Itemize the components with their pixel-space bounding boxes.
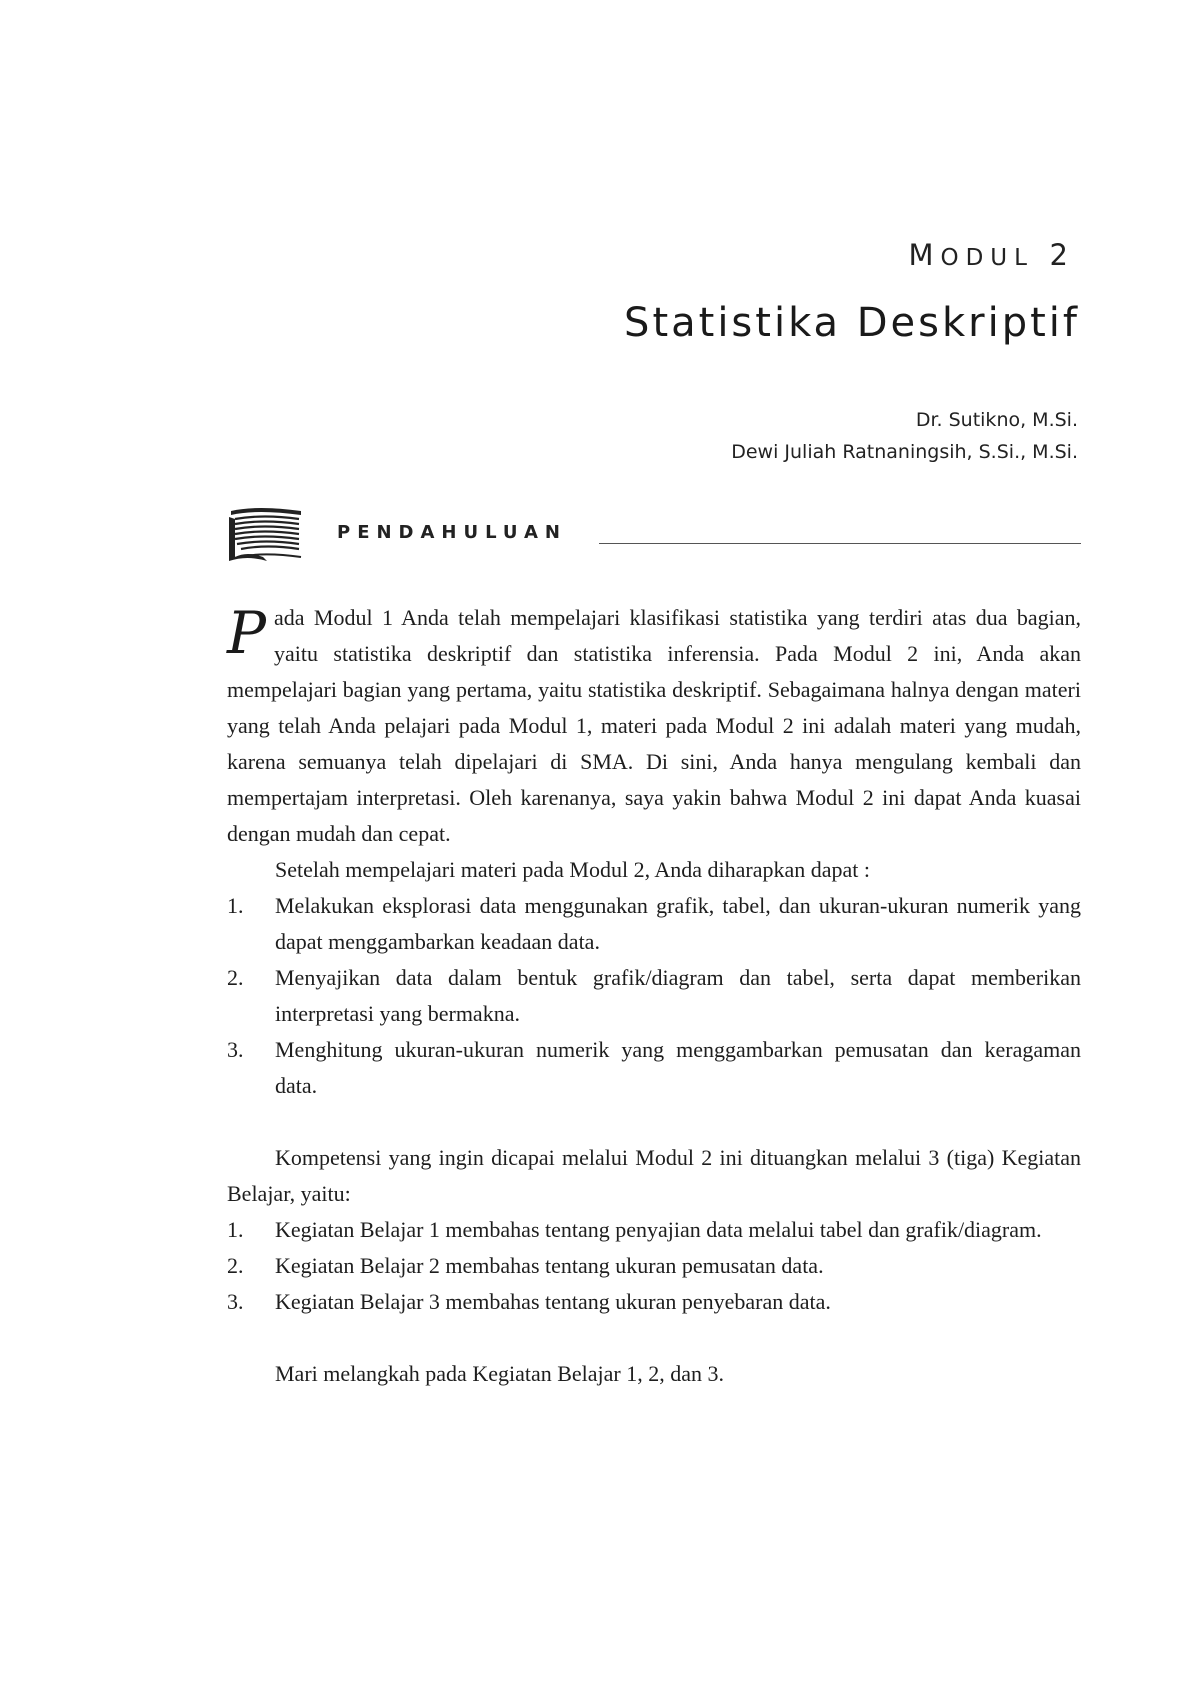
list-number: 3. — [227, 1037, 244, 1062]
intro-paragraph-2: Setelah mempelajari materi pada Modul 2, Anda diharapkan dapat : — [275, 857, 871, 882]
list-text: Menyajikan data dalam bentuk grafik/diagram dan tabel, serta dapat memberikan interpretasi yang bermakna. — [275, 965, 1081, 1026]
open-book-icon — [227, 505, 305, 565]
list-item — [227, 960, 1081, 1032]
activities-list — [227, 1212, 1081, 1320]
section-rule — [599, 543, 1081, 544]
list-text: Menghitung ukuran-ukuran numerik yang menggambarkan pemusatan dan keragaman data. — [275, 1037, 1081, 1098]
intro-paragraph-1-text: ada Modul 1 Anda telah mempelajari klasifikasi statistika yang terdiri atas dua bagian, yaitu statistika deskriptif dan statistika inferensia. Pada Modul 2 ini, Anda akan mempelajari bagian yang pertama, yaitu statistika deskriptif. Sebagaimana halnya dengan materi yang telah Anda pelajari pada Modul 1, materi pada Modul 2 ini adalah materi yang mudah, karena semuanya telah dipelajari di SMA. Di sini, Anda hanya mengulang kembali dan mempertajam interpretasi. Oleh karenanya, saya yakin bahwa Modul 2 ini dapat Anda kuasai dengan mudah dan cepat. — [227, 605, 1081, 846]
spacer — [227, 1320, 1081, 1356]
section-header — [227, 505, 1081, 565]
spacer — [227, 1104, 1081, 1140]
list-item — [227, 1032, 1081, 1104]
list-number: 1. — [227, 1217, 244, 1242]
module-label-initial: M — [908, 238, 941, 272]
intro-paragraph-1 — [227, 600, 1081, 852]
author-2: Dewi Juliah Ratnaningsih, S.Si., M.Si. — [731, 441, 1078, 463]
page-title: Statistika Deskriptif — [624, 300, 1080, 346]
list-number: 2. — [227, 1253, 244, 1278]
drop-cap: P — [227, 599, 267, 667]
list-item — [227, 1284, 1081, 1320]
list-item — [227, 1248, 1081, 1284]
list-text: Kegiatan Belajar 3 membahas tentang ukuran penyebaran data. — [275, 1289, 831, 1314]
module-number: 2 — [1049, 238, 1075, 272]
intro-paragraph-3: Kompetensi yang ingin dicapai melalui Modul 2 ini dituangkan melalui 3 (tiga) Kegiatan Belajar, yaitu: — [227, 1145, 1081, 1206]
list-number: 3. — [227, 1289, 244, 1314]
author-1: Dr. Sutikno, M.Si. — [915, 409, 1078, 431]
list-number: 2. — [227, 965, 244, 990]
closing-paragraph: Mari melangkah pada Kegiatan Belajar 1, 2, dan 3. — [275, 1361, 725, 1386]
list-text: Melakukan eksplorasi data menggunakan grafik, tabel, dan ukuran-ukuran numerik yang dapat menggambarkan keadaan data. — [275, 893, 1081, 954]
main-content — [227, 600, 1081, 1392]
module-label-rest: ODUL — [940, 245, 1034, 271]
list-text: Kegiatan Belajar 2 membahas tentang ukuran pemusatan data. — [275, 1253, 824, 1278]
list-number: 1. — [227, 893, 244, 918]
list-item — [227, 1212, 1081, 1248]
authors — [731, 404, 1078, 468]
module-label — [908, 238, 1075, 272]
section-title: PENDAHULUAN — [337, 522, 567, 543]
list-text: Kegiatan Belajar 1 membahas tentang penyajian data melalui tabel dan grafik/diagram. — [275, 1217, 1042, 1242]
objectives-list — [227, 888, 1081, 1104]
list-item — [227, 888, 1081, 960]
